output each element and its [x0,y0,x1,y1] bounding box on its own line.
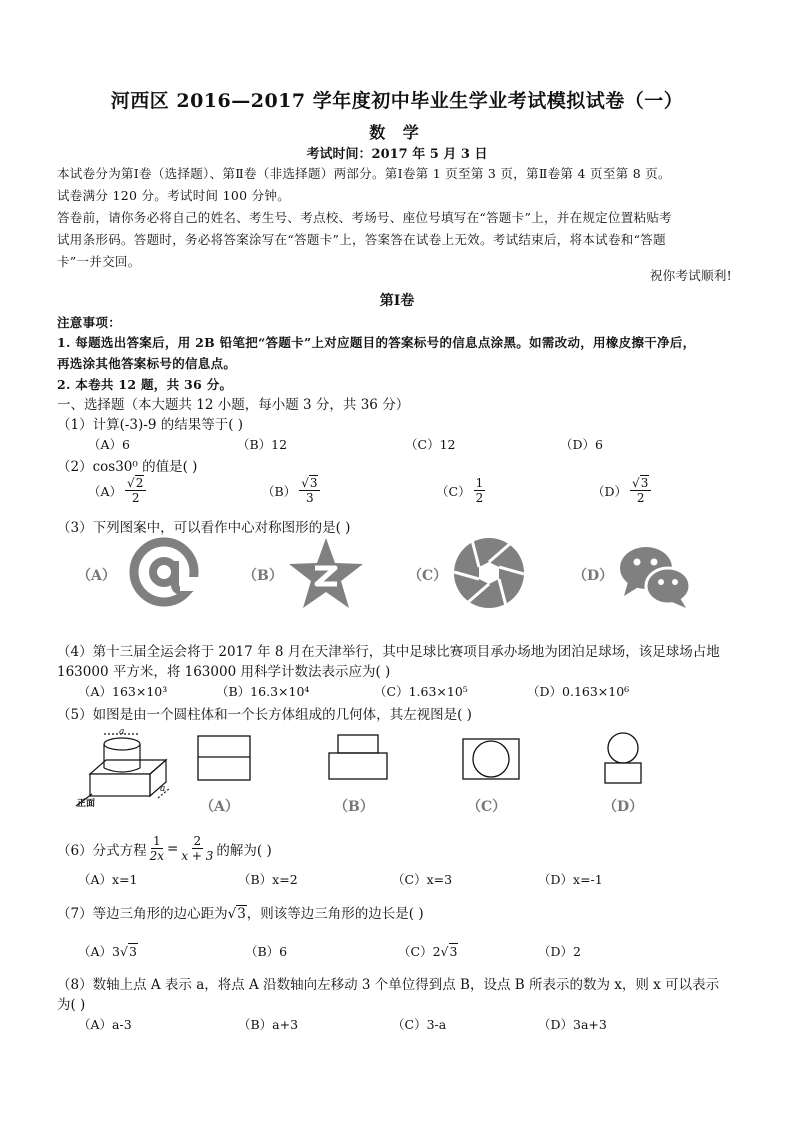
fraction [125,476,146,505]
option-c: （C） [467,799,507,815]
radicand: 3 [237,906,246,922]
option-b: （B） [334,799,374,815]
page-title: 河西区 2016—2017 学年度初中毕业生学业考试模拟试卷（一） [110,90,684,112]
option-label: （A） [88,483,123,499]
intro-line: 试卷满分 120 分。考试时间 100 分钟。 [57,188,291,203]
option-c-view [462,738,520,780]
option-d: （D）x=-1 [538,872,603,887]
option-b: （B） [243,568,283,584]
option-d: （D） [573,568,614,584]
option-b: （B）16.3×10⁴ [216,684,310,699]
equals-sign: = [167,840,179,857]
notice-line: 再选涂其他答案标号的信息点。 [57,356,237,371]
fraction [181,834,213,863]
intro-line: 试用条形码。答题时，务必将答案涂写在“答题卡”上，答案答在试卷上无效。考试结束后，将本试卷和“答题 [57,232,666,247]
front-label: 正面 [77,799,96,809]
stem-text: （6）分式方程 [57,842,147,859]
star-z-icon [287,536,365,610]
fraction-denominator: 3 [306,491,314,505]
option-d: （D）0.163×10⁶ [527,684,630,699]
option-c [436,476,488,505]
option-c: （C） [408,568,448,584]
option-d: （D） [603,799,644,815]
fraction-denominator: x + 3 [181,849,214,863]
option-a: （A）163×10³ [78,684,168,699]
fraction-numerator: 2 [193,834,202,848]
fraction-denominator: 2 [636,491,645,505]
option-label: （A）3 [78,944,120,959]
question-stem: （2）cos30⁰ 的值是( ) [57,459,198,475]
option-b: （B）12 [237,437,288,452]
option-a [88,476,149,505]
at-sign-icon [128,533,200,611]
option-c [398,942,458,960]
option-d: （D）6 [560,437,603,452]
question-stem: 163000 平方米，将 163000 用科学计数法表示应为( ) [57,664,391,680]
subject-title: 数 学 [369,123,425,142]
chat-bubbles-icon [616,540,694,610]
question-stem: （3）下列图案中，可以看作中心对称图形的是( ) [57,520,351,536]
radicand: 3 [128,944,137,959]
option-b [262,476,323,505]
sqrt-symbol: √ [119,944,128,959]
question-stem: 为( ) [57,997,86,1013]
option-a: （A） [200,799,239,815]
section-title: 第Ⅰ卷 [379,293,415,309]
fraction-numerator: √2 [125,476,146,491]
option-a [78,942,138,960]
fraction [150,834,164,863]
sqrt-symbol: √ [227,906,237,922]
exam-time: 考试时间：2017 年 5 月 3 日 [306,147,488,162]
option-a-view [197,735,251,781]
question-stem [57,902,424,922]
good-luck-text: 祝你考试顺利! [649,268,732,283]
aperture-icon [452,536,526,610]
question-stem: （4）第十三届全运会将于 2017 年 8 月在天津举行，其中足球比赛项目承办场地为团泊足球场，该足球场占地 [57,644,720,660]
question-stem: （1）计算(-3)-9 的结果等于( ) [57,417,244,433]
option-b: （B）x=2 [238,872,298,887]
option-d [592,476,654,505]
fraction-numerator: √3 [299,476,320,491]
option-c: （C）x=3 [392,872,453,887]
dimension-label: a [160,784,166,794]
stem-text: 的解为( ) [216,842,272,859]
option-c: （C）12 [405,437,456,452]
fraction-denominator: 2x [149,849,164,863]
dimension-label: a [119,727,125,737]
stem-text: （7）等边三角形的边心距为 [57,906,228,922]
sqrt-symbol: √ [440,944,449,959]
notice-title: 注意事项： [57,315,122,330]
option-label: （C）2 [398,944,441,959]
option-c: （C）1.63×10⁵ [374,684,468,699]
option-b: （B）6 [245,944,288,959]
notice-line: 1. 每题选出答案后，用 2B 铅笔把“答题卡”上对应题目的答案标号的信息点涂黑。如需改动，用橡皮擦干净后， [57,335,696,350]
intro-line: 卡”一并交回。 [57,254,141,269]
intro-line: 本试卷分为第Ⅰ卷（选择题）、第Ⅱ卷（非选择题）两部分。第Ⅰ卷第 1 页至第 3 页，第Ⅱ卷第 4 页至第 8 页。 [57,166,671,181]
radicand: 3 [449,944,458,959]
option-a: （A）x=1 [78,872,138,887]
fraction-numerator: 1 [475,476,484,490]
option-d: （D）3a+3 [538,1017,607,1032]
fraction [299,476,320,505]
option-label: （C） [436,483,471,499]
part-title: 一、选择题（本大题共 12 小题，每小题 3 分，共 36 分） [57,397,410,413]
option-a: （A）a-3 [78,1017,132,1032]
question-stem: （8）数轴上点 A 表示 a，将点 A 沿数轴向左移动 3 个单位得到点 B，设点 B 所表示的数为 x，则 x 可以表示 [57,977,720,993]
option-a: （A）6 [88,437,130,452]
option-b-view [328,734,388,780]
option-label: （B） [262,483,297,499]
fraction [630,476,651,505]
intro-line: 答卷前，请你务必将自己的姓名、考生号、考点校、考场号、座位号填写在“答题卡”上，并在规定位置粘贴考 [57,210,672,225]
option-d-view [603,732,643,784]
option-d: （D）2 [538,944,581,959]
stem-text: ，则该等边三角形的边长是( ) [246,906,424,922]
option-a: （A） [77,568,116,584]
option-b: （B）a+3 [238,1017,299,1032]
fraction [474,476,486,505]
question-stem: （5）如图是由一个圆柱体和一个长方体组成的几何体，其左视图是( ) [57,707,472,723]
fraction-numerator: √3 [630,476,651,491]
option-label: （D） [592,483,628,499]
notice-line: 2. 本卷共 12 题，共 36 分。 [57,377,233,392]
fraction-numerator: 1 [152,834,161,848]
question-stem [57,834,272,863]
fraction-denominator: 2 [131,491,140,505]
fraction-denominator: 2 [475,491,484,505]
option-c: （C）3-a [392,1017,447,1032]
